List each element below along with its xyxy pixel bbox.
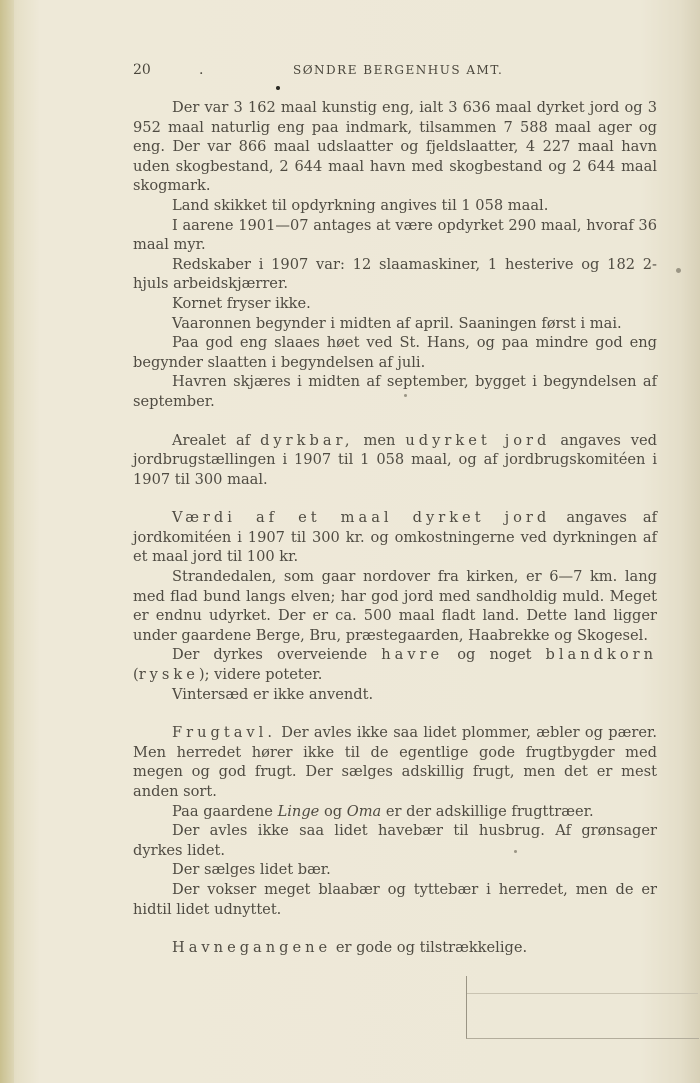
page-number: 20 [133, 62, 151, 78]
paragraph-farms [133, 802, 657, 822]
paragraph-gap [133, 919, 657, 938]
spaced-term: Frugtavl. [172, 724, 276, 742]
paragraph-pasture [133, 938, 657, 958]
paragraph-gap [133, 704, 657, 723]
ink-speck [676, 268, 681, 273]
page-spine [0, 0, 14, 1083]
text-run: angaves ved jordbrugstællingen i 1907 til 1 058 maal, og af jordbrugskomitéen i 1907 til 300 maal. [133, 431, 658, 488]
paragraph: I aarene 1901—07 antages at være opdyrket 290 maal, hvoraf 36 maal myr. [133, 216, 657, 254]
paragraph: Strandedalen, som gaar nordover fra kirken, er 6—7 km. lang med flad bund langs elven; har god jord med sandholdig muld. Meget er endnu udyrket. Der er ca. 500 maal fladt land. Dette land ligger under gaardene Berge, Bru, præstegaarden, Haabrekke og Skogesel. [133, 568, 657, 644]
text-run: men [363, 431, 396, 449]
text-run: Der avles ikke saa lidet plommer, æbler og pærer. Men herredet hører ikke til de egentlige gode frugtbygder med megen og god frugt. Der sælges adskillig frugt, men det er mest anden sort. [133, 724, 657, 800]
paragraph-fruit [133, 723, 657, 801]
paragraph: Havren skjæres i midten af september, bygget i begyndelsen af september. [133, 373, 657, 410]
paragraph: Vintersæd er ikke anvendt. [172, 685, 374, 703]
library-label-frame [466, 976, 699, 1039]
spaced-term: Havnegangene [172, 939, 332, 957]
text-run: og noget [457, 646, 532, 664]
paragraph: Paa god eng slaaes høet ved St. Hans, og paa mindre god eng begynder slaatten i begyndelsen af juli. [133, 334, 657, 371]
header-marker: . [199, 62, 204, 78]
paragraph: Der sælges lidet bær. [172, 861, 331, 879]
spaced-term: ryske [138, 666, 199, 684]
text-run: Arealet af [172, 431, 251, 449]
paragraph: Der vokser meget blaabær og tyttebær i herredet, men de er hidtil lidet udnyttet. [133, 880, 657, 918]
text-run: og [323, 802, 343, 820]
spaced-term: Værdi af et maal dyrket jord [172, 509, 551, 527]
ink-speck [404, 394, 407, 397]
spaced-term: havre [381, 646, 444, 664]
spaced-term: udyrket jord [405, 431, 551, 449]
text-run: ); videre poteter. [198, 666, 323, 684]
paragraph-value [133, 508, 657, 567]
paragraph: Land skikket til opdyrkning angives til 1 058 maal. [172, 196, 549, 214]
paragraph-gap [133, 489, 657, 508]
spaced-term: dyrkbar, [260, 431, 354, 449]
paragraph-gap [133, 412, 657, 431]
paragraph-crops [133, 645, 657, 684]
text-run: er der adskillige frugttræer. [385, 802, 594, 820]
text-run: Paa gaardene [172, 802, 273, 820]
text-run: er gode og tilstrækkelige. [335, 939, 528, 957]
paragraph-area [133, 431, 657, 490]
page-body [133, 98, 657, 958]
page-header [133, 62, 658, 82]
paragraph: Redskaber i 1907 var: 12 slaamaskiner, 1 hesterive og 182 2-hjuls arbeidskjærrer. [133, 255, 657, 293]
italic-term: Linge [277, 802, 320, 820]
paragraph: Der var 3 162 maal kunstig eng, ialt 3 636 maal dyrket jord og 3 952 maal naturlig eng paa indmark, tilsammen 7 588 maal ager og eng. Der var 866 maal udslaatter og fjeldslaatter, 4 227 maal havn uden skogbestand, 2 644 maal havn med skogbestand og 2 644 maal skogmark. [133, 99, 657, 195]
spaced-term: blandkorn [545, 646, 658, 664]
ink-dot [276, 86, 280, 90]
paragraph: Der avles ikke saa lidet havebær til husbrug. Af grønsager dyrkes lidet. [133, 822, 657, 859]
text-run: angaves af jordkomitéen i 1907 til 300 kr. og omkostningerne ved dyrkningen af et maal jord til 100 kr. [133, 509, 657, 566]
running-title: SØNDRE BERGENHUS AMT. [293, 63, 504, 77]
text-run: ( [133, 666, 139, 684]
paragraph: Vaaronnen begynder i midten af april. Saaningen først i mai. [172, 314, 622, 332]
ink-speck [514, 850, 517, 853]
paragraph: Kornet fryser ikke. [172, 294, 311, 312]
italic-term: Oma [346, 802, 382, 820]
text-run: Der dyrkes overveiende [172, 646, 368, 664]
